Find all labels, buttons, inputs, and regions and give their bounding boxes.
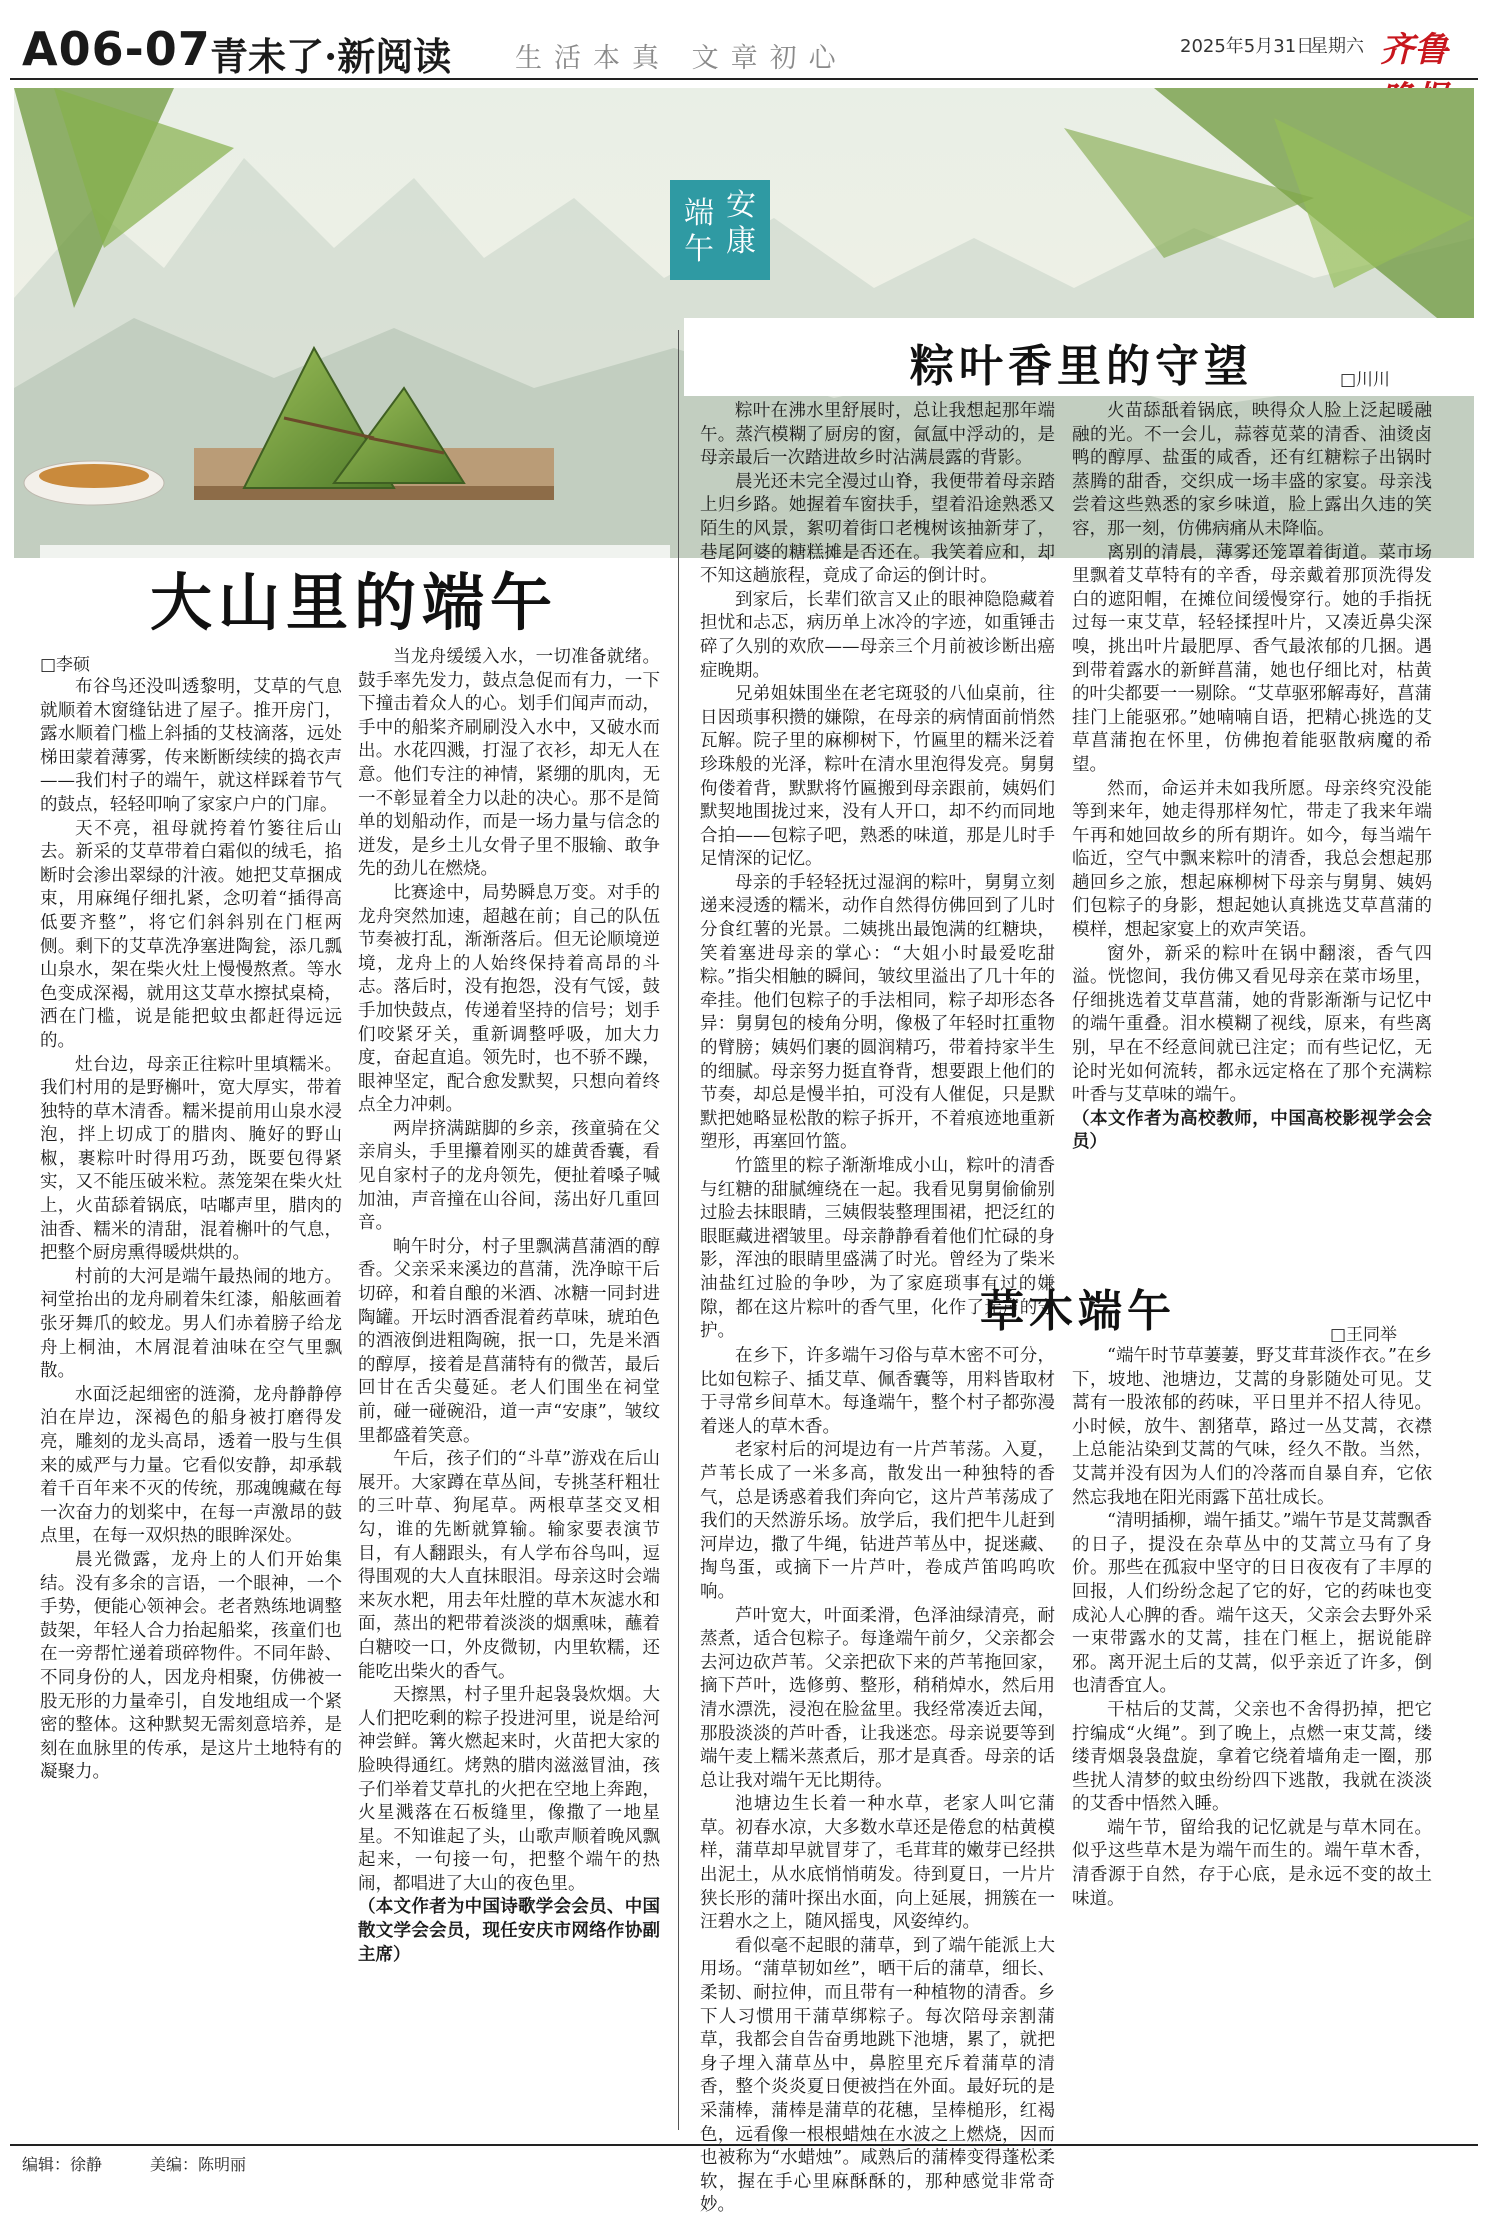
article-paragraph: 灶台边，母亲正往粽叶里填糯米。我们村用的是野槲叶，宽大厚实，带着独特的草木清香。糯米提前用山泉水浸泡，拌上切成丁的腊肉、腌好的野山椒，裹粽叶时得用巧劲，既要包得紧实，又不能压破米粒。蒸笼架在柴火灶上，火苗舔着锅底，咕嘟声里，腊肉的油香、糯米的清甜，混着槲叶的气息，把整个厨房熏得暖烘烘的。 — [40, 1054, 342, 1264]
footer-designer: 美编：陈明丽 — [150, 2155, 247, 2174]
issue-weekday: 星期六 — [1310, 36, 1364, 57]
author-bio: （本文作者为中国诗歌学会会员、中国散文学会会员，现任安庆市网络作协副主席） — [358, 1897, 660, 1965]
section-slogan: 生活本真 文章初心 — [515, 43, 848, 74]
article1-column-1 — [40, 676, 342, 2126]
article-paragraph: 兄弟姐妹围坐在老宅斑驳的八仙桌前，往日因琐事积攒的嫌隙，在母亲的病情面前悄然瓦解。院子里的麻柳树下，竹匾里的糯米泛着珍珠般的光泽，粽叶在清水里泡得发亮。舅舅佝偻着背，默默将竹匾搬到母亲跟前，姨妈们默契地围拢过来，没有人开口，却不约而同地合拍——包粽子吧，熟悉的味道，那是儿时手足情深的记忆。 — [700, 684, 1055, 870]
article-paragraph: 池塘边生长着一种水草，老家人叫它蒲草。初春水凉，大多数水草还是倦怠的枯黄模样，蒲草却早就冒芽了，毛茸茸的嫩芽已经拱出泥土，从水底悄悄萌发。待到夏日，一片片狭长形的蒲叶探出水面，向上延展，拥簇在一汪碧水之上，随风摇曳，风姿绰约。 — [700, 1794, 1055, 1933]
article-paragraph: 晨光还未完全漫过山脊，我便带着母亲踏上归乡路。她握着车窗扶手，望着沿途熟悉又陌生的风景，絮叨着街口老槐树该抽新芽了，巷尾阿婆的糖糕摊是否还在。我笑着应和，却不知这趟旅程，竟成了命运的倒计时。 — [700, 471, 1055, 587]
page-number: A06-07 — [22, 22, 211, 76]
article-paragraph: 晌午时分，村子里飘满菖蒲酒的醇香。父亲采来溪边的菖蒲，洗净晾干后切碎，和着自酿的米酒、冰糖一同封进陶罐。开坛时酒香混着药草味，琥珀色的酒液倒进粗陶碗，抿一口，先是米酒的醇厚，接着是菖蒲特有的微苦，最后回甘在舌尖蔓延。老人们围坐在祠堂前，碰一碰碗沿，道一声“安康”，皱纹里都盛着笑意。 — [358, 1236, 660, 1446]
article-paragraph: 然而，命运并未如我所愿。母亲终究没能等到来年，她走得那样匆忙，带走了我来年端午再和她回故乡的所有期许。如今，每当端午临近，空气中飘来粽叶的清香，我总会想起那趟回乡之旅，想起麻柳树下母亲与舅舅、姨妈们包粽子的身影，想起她认真挑选艾草菖蒲的模样，想起家宴上的欢声笑语。 — [1072, 778, 1432, 941]
article3-author: □王同举 — [1330, 1325, 1398, 1345]
article-paragraph: 水面泛起细密的涟漪，龙舟静静停泊在岸边，深褐色的船身被打磨得发亮，雕刻的龙头高昂，透着一股与生俱来的威严与力量。它看似安静，却承载着千百年来不灭的传统，那魂魄藏在每一次奋力的划桨中，在每一声激昂的鼓点里，在每一双炽热的眼眸深处。 — [40, 1384, 342, 1547]
tag-line-2: 端午 — [684, 196, 714, 267]
article-paragraph: 布谷鸟还没叫透黎明，艾草的气息就顺着木窗缝钻进了屋子。推开房门，露水顺着门槛上斜插的艾枝滴落，远处梯田蒙着薄雾，传来断断续续的捣衣声——我们村子的端午，就这样踩着节气的鼓点，轻轻叩响了家家户户的门扉。 — [40, 677, 342, 815]
issue-date: 2025年5月31日 — [1180, 36, 1315, 57]
tag-line-1: 安康 — [726, 188, 756, 259]
masthead — [10, 8, 1478, 80]
section-title: 青未了·新阅读 — [210, 34, 452, 79]
article-paragraph: “端午时节草萋萋，野艾茸茸淡作衣。”在乡下，坡地、池塘边，艾蒿的身影随处可见。艾蒿有一股浓郁的药味，平日里并不招人待见。小时候，放牛、割猪草，路过一丛艾蒿，衣襟上总能沾染到艾蒿的气味，经久不散。当然，艾蒿并没有因为人们的冷落而自暴自弃，它依然忘我地在阳光雨露下茁壮成长。 — [1072, 1346, 1432, 1508]
article-paragraph: 两岸挤满踮脚的乡亲，孩童骑在父亲肩头，手里攥着刚买的雄黄香囊，看见自家村子的龙舟领先，便扯着嗓子喊加油，声音撞在山谷间，荡出好几重回音。 — [358, 1118, 660, 1234]
article-paragraph: 芦叶宽大，叶面柔滑，色泽油绿清亮，耐蒸煮，适合包粽子。每逢端午前夕，父亲都会去河边砍芦苇。父亲把砍下来的芦苇拖回家，摘下芦叶，选修剪、整形，稍稍焯水，然后用清水漂洗，浸泡在脸盆里。我经常凑近去闻，那股淡淡的芦叶香，让我迷恋。母亲说要等到端午麦上糯米蒸煮后，那才是真香。母亲的话总让我对端午无比期待。 — [700, 1605, 1055, 1791]
article1-title: 大山里的端午 — [150, 566, 559, 639]
article-paragraph: 老家村后的河堤边有一片芦苇荡。入夏，芦苇长成了一米多高，散发出一种独特的香气，总是诱惑着我们奔向它，这片芦苇荡成了我们的天然游乐场。放学后，我们把牛儿赶到河岸边，撒了牛绳，钻进芦苇丛中，捉迷藏、掏鸟蛋，或摘下一片芦叶，卷成芦笛呜呜吹响。 — [700, 1440, 1055, 1602]
article-paragraph: 晨光微露，龙舟上的人们开始集结。没有多余的言语，一个眼神，一个手势，便能心领神会。老者熟练地调整鼓架，年轻人合力抬起船桨，孩童们也在一旁帮忙递着琐碎物件。不同年龄、不同身份的人，因龙舟相聚，仿佛被一股无形的力量牵引，自发地组成一个紧密的整体。这种默契无需刻意培养，是刻在血脉里的传承，是这片土地特有的凝聚力。 — [40, 1549, 342, 1783]
article-paragraph: 火苗舔舐着锅底，映得众人脸上泛起暖融融的光。不一会儿，蒜蓉苋菜的清香、油烫卤鸭的醇厚、盐蛋的咸香，还有红糖粽子出锅时蒸腾的甜香，交织成一场丰盛的家宴。母亲浅尝着这些熟悉的家乡味道，脸上露出久违的笑容，那一刻，仿佛病痛从未降临。 — [1072, 401, 1432, 539]
article-paragraph: 竹篮里的粽子渐渐堆成小山，粽叶的清香与红糖的甜腻缠绕在一起。我看见舅舅偷偷别过脸去抹眼睛，三姨假装整理围裙，把泛红的眼眶藏进褶皱里。母亲静静看着他们忙碌的身影，浑浊的眼睛里盛满了时光。曾经为了柴米油盐红过脸的争吵，为了家庭琐事有过的嫌隙，都在这片粽叶的香气里，化作了无声的守护。 — [700, 1156, 1055, 1342]
article-paragraph: 看似毫不起眼的蒲草，到了端午能派上大用场。“蒲草韧如丝”，晒干后的蒲草，细长、柔韧、耐拉伸，而且带有一种植物的清香。乡下人习惯用干蒲草绑粽子。每次陪母亲割蒲草，我都会自告奋勇地跳下池塘，累了，就把身子埋入蒲草丛中，鼻腔里充斥着蒲草的清香，整个炎炎夏日便被挡在外面。最好玩的是采蒲棒，蒲棒是蒲草的花穗，呈棒槌形，红褐色，远看像一根根蜡烛在水波之上燃烧，因而也被称为“水蜡烛”。咸熟后的蒲棒变得蓬松柔软，握在手心里麻酥酥的，那种感觉非常奇妙。 — [700, 1935, 1055, 2216]
article1-author: □李硕 — [40, 655, 91, 675]
footer-editor: 编辑：徐静 — [22, 2155, 103, 2174]
article-paragraph: 离别的清晨，薄雾还笼罩着街道。菜市场里飘着艾草特有的辛香，母亲戴着那顶洗得发白的遮阳帽，在摊位间缓慢穿行。她的手指抚过每一束艾草，轻轻揉捏叶片，又凑近鼻尖深嗅，挑出叶片最肥厚、香气最浓郁的几捆。遇到带着露水的新鲜菖蒲，她也仔细比对，枯黄的叶尖都要一一剔除。“艾草驱邪解毒好，菖蒲挂门上能驱邪。”她喃喃自语，把精心挑选的艾草菖蒲抱在怀里，仿佛抱着能驱散病魔的希望。 — [1072, 542, 1432, 775]
article-paragraph: 村前的大河是端午最热闹的地方。祠堂抬出的龙舟刷着朱红漆，船舷画着张牙舞爪的蛟龙。男人们赤着膀子给龙舟上桐油，木屑混着油味在空气里飘散。 — [40, 1266, 342, 1382]
article-paragraph: 天不亮，祖母就挎着竹篓往后山去。新采的艾草带着白霜似的绒毛，掐断时会渗出翠绿的汁液。她把艾草捆成束，用麻绳仔细扎紧，念叨着“插得高低要齐整”，将它们斜斜别在门框两侧。剩下的艾草洗净塞进陶瓮，添几瓢山泉水，架在柴火灶上慢慢熬煮。等水色变成深褐，就用这艾草水擦拭桌椅，洒在门槛，说是能把蚊虫都赶得远远的。 — [40, 818, 342, 1051]
article1-column-2 — [358, 646, 660, 2126]
article-paragraph: 当龙舟缓缓入水，一切准备就绪。鼓手率先发力，鼓点急促而有力，一下下撞击着众人的心。划手们闻声而动，手中的船桨齐刷刷没入水中，又破水而出。水花四溅，打湿了衣衫，却无人在意。他们专注的神情，紧绷的肌肉，无一不彰显着全力以赴的决心。那不是简单的划船动作，而是一场力量与信念的迸发，是乡土儿女骨子里不服输、敢争先的劲儿在燃烧。 — [358, 647, 660, 880]
article-paragraph: 比赛途中，局势瞬息万变。对手的龙舟突然加速，超越在前；自己的队伍节奏被打乱，渐渐落后。但无论顺境逆境，龙舟上的人始终保持着高昂的斗志。落后时，没有抱怨，没有气馁，鼓手加快鼓点，传递着坚持的信号；划手们咬紧牙关，重新调整呼吸，加大力度，奋起直追。领先时，也不骄不躁，眼神坚定，配合愈发默契，只想向着终点全力冲刺。 — [358, 882, 660, 1116]
article-paragraph: 母亲的手轻轻抚过湿润的粽叶，舅舅立刻递来浸透的糯米，动作自然得仿佛回到了儿时分食红薯的光景。二姨挑出最饱满的红糖块，笑着塞进母亲的掌心：“大姐小时最爱吃甜粽。”指尖相触的瞬间，皱纹里溢出了几十年的牵挂。他们包粽子的手法相同，粽子却形态各异：舅舅包的棱角分明，像极了年轻时扛重物的臂膀；姨妈们裹的圆润精巧，带着持家半生的细腻。母亲努力挺直脊背，想要跟上他们的节奏，却总是慢半拍，可没有人催促，只是默默把她略显松散的粽子拆开，不着痕迹地重新塑形，再塞回竹篮。 — [700, 872, 1055, 1153]
article-paragraph: 在乡下，许多端午习俗与草木密不可分，比如包粽子、插艾草、佩香囊等，用料皆取材于寻常乡间草木。每逢端午，整个村子都弥漫着迷人的草木香。 — [700, 1346, 1055, 1437]
column-divider — [678, 330, 679, 2130]
page-footer — [10, 2144, 1478, 2174]
article-paragraph: “清明插柳，端午插艾。”端午节是艾蒿飘香的日子，提没在杂草丛中的艾蒿立马有了身价。那些在孤寂中坚守的日日夜夜有了丰厚的回报，人们纷纷念起了它的好，它的药味也变成沁人心脾的香。端午这天，父亲会去野外采一束带露水的艾蒿，挂在门框上，据说能辟邪。离开泥土后的艾蒿，似乎亲近了许多，倒也清香宜人。 — [1072, 1511, 1432, 1697]
article2-title: 粽叶香里的守望 — [910, 341, 1253, 392]
article-paragraph: 午后，孩子们的“斗草”游戏在后山展开。大家蹲在草丛间，专挑茎秆粗壮的三叶草、狗尾草。两根草茎交叉相勾，谁的先断就算输。输家要表演节目，有人翻跟头，有人学布谷鸟叫，逗得围观的大人直抹眼泪。母亲这时会端来灰水粑，用去年灶膛的草木灰滤水和面，蒸出的粑带着淡淡的烟熏味，蘸着白糖咬一口，外皮微韧，内里软糯，还能吃出柴火的香气。 — [358, 1449, 660, 1682]
newspaper-logo: 齐鲁 — [1380, 30, 1448, 70]
section-tag — [670, 180, 770, 280]
article-paragraph: 端午节，留给我的记忆就是与草木同在。似乎这些草木是为端午而生的。端午草木香，清香源于自然，存于心底，是永远不变的故土味道。 — [1072, 1817, 1432, 1909]
article-paragraph: 到家后，长辈们欲言又止的眼神隐隐藏着担忧和忐忑，病历单上冰冷的字迹，如重锤击碎了久别的欢欣——母亲三个月前被诊断出癌症晚期。 — [700, 589, 1055, 681]
article3-column-2 — [1072, 1345, 1432, 2125]
article-paragraph: 粽叶在沸水里舒展时，总让我想起那年端午。蒸汽模糊了厨房的窗，氤氲中浮动的，是母亲最后一次踏进故乡时沾满晨露的背影。 — [700, 401, 1055, 469]
article2-author: □川川 — [1340, 370, 1391, 390]
article-paragraph: 天擦黑，村子里升起袅袅炊烟。大人们把吃剩的粽子投进河里，说是给河神尝鲜。篝火燃起来时，火苗把大家的脸映得通红。烤熟的腊肉滋滋冒油，孩子们举着艾草扎的火把在空地上奔跑，火星溅落在石板缝里，像撒了一地星星。不知谁起了头，山歌声顺着晚风飘起来，一句接一句，把整个端午的热闹，都唱进了大山的夜色里。 — [358, 1685, 660, 1894]
article2-column-1 — [700, 400, 1055, 1342]
article-paragraph: 干枯后的艾蒿，父亲也不舍得扔掉，把它拧编成“火绳”。到了晚上，点燃一束艾蒿，缕缕青烟袅袅盘旋，拿着它绕着墙角走一圈，那些扰人清梦的蚊虫纷纷四下逃散，我就在淡淡的艾香中悟然入睡。 — [1072, 1699, 1432, 1815]
article-paragraph: 窗外，新采的粽叶在锅中翻滚，香气四溢。恍惚间，我仿佛又看见母亲在菜市场里，仔细挑选着艾草菖蒲，她的背影渐渐与记忆中的端午重叠。泪水模糊了视线，原来，有些离别，早在不经意间就已注定；而有些记忆，无论时光如何流转，都永远定格在了那个充满粽叶香与艾草味的端午。 — [1072, 943, 1432, 1106]
article1-title-box — [40, 545, 670, 637]
author-bio: （本文作者为高校教师，中国高校影视学会会员） — [1072, 1108, 1432, 1153]
article3-title: 草木端午 — [980, 1286, 1176, 1337]
article3-column-1 — [700, 1345, 1055, 2216]
